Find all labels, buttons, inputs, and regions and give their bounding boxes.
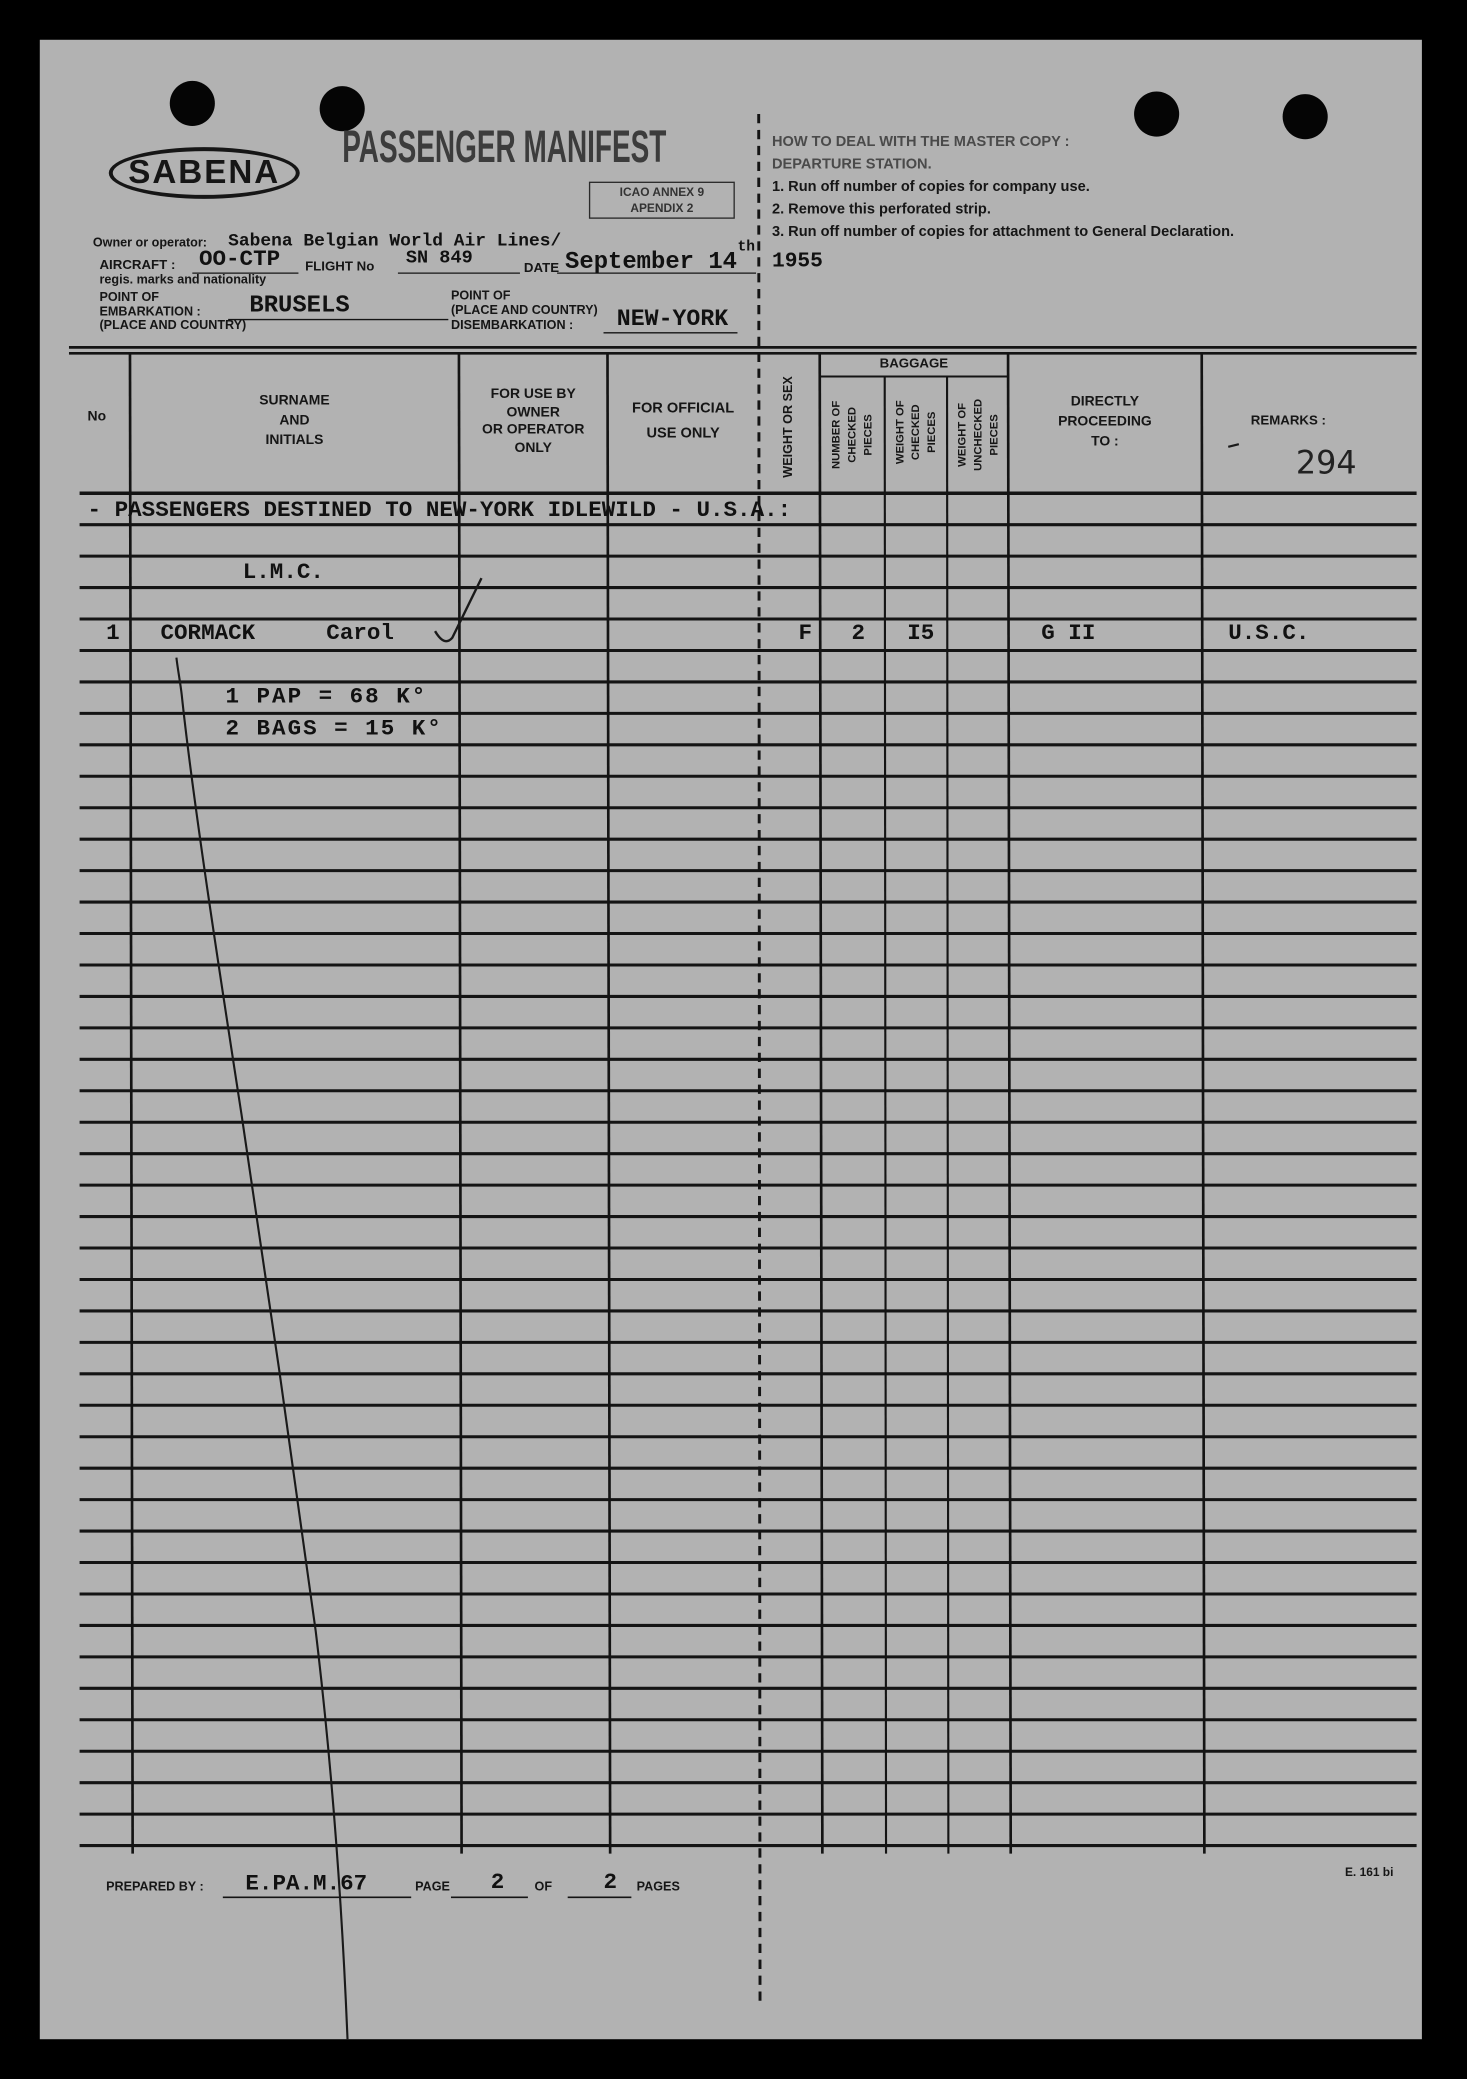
column-header-baggage: BAGGAGE (879, 356, 949, 372)
column-header-unchecked-weight (954, 382, 1002, 488)
column-header-line: CHECKED (844, 407, 859, 463)
embarkation-value: BRUSELS (249, 293, 350, 320)
column-divider (947, 377, 948, 1854)
date-suffix: th (737, 239, 755, 256)
column-header-line: FOR OFFICIAL (632, 399, 735, 416)
column-header-line: UNCHECKED (970, 398, 985, 471)
instruction-heading: HOW TO DEAL WITH THE MASTER COPY : (771, 133, 1070, 150)
passenger-checked-weight: I5 (907, 621, 935, 647)
passenger-proceeding-to: G II (1041, 621, 1096, 647)
column-header-no: No (87, 408, 107, 425)
embarkation-label: POINT OF (99, 290, 160, 305)
column-header-checked-pieces (828, 382, 876, 488)
column-divider (607, 354, 610, 1854)
passenger-remarks: U.S.C. (1228, 621, 1310, 647)
of-value: 2 (603, 1870, 618, 1897)
passenger-surname: CORMACK (160, 621, 256, 647)
of-label: OF (534, 1880, 553, 1895)
section-heading: - PASSENGERS DESTINED TO NEW-YORK IDLEWILD - U.S.A.: (87, 497, 792, 524)
aircraft-value: OO-CTP (198, 247, 281, 274)
column-header-owner-use (459, 386, 608, 459)
prepared-by-value: E.PA.M.67 (245, 1872, 368, 1898)
punch-hole (1134, 91, 1179, 136)
embarkation-label: (PLACE AND COUNTRY) (99, 318, 247, 333)
aircraft-sublabel: regis. marks and nationality (99, 273, 267, 288)
column-header-line: OR OPERATOR (482, 422, 585, 439)
column-divider (459, 354, 462, 1854)
column-header-line: ONLY (514, 440, 552, 457)
column-divider (1008, 354, 1011, 1854)
column-header-line: AND (279, 411, 310, 428)
column-header-line: SURNAME (259, 391, 330, 408)
column-header-line: TO : (1091, 432, 1119, 449)
owner-value: Sabena Belgian World Air Lines/ (228, 232, 562, 252)
handwritten-stroke (176, 658, 347, 2040)
form-code: E. 161 bi (1344, 1865, 1394, 1879)
instruction-line: 2. Remove this perforated strip. (771, 200, 991, 217)
column-divider (1202, 354, 1205, 1854)
column-header-line: DIRECTLY (1070, 393, 1140, 410)
page-label: PAGE (415, 1880, 450, 1895)
date-value: September 14 (565, 249, 737, 276)
column-header-line: PROCEEDING (1058, 413, 1152, 429)
punch-hole (1283, 94, 1328, 139)
column-header-line: PIECES (924, 411, 938, 453)
year-value: 1955 (771, 249, 823, 274)
column-header-line: NUMBER OF (829, 400, 843, 470)
icao-annex-line: ICAO ANNEX 9 (619, 185, 705, 199)
sabena-logo: SABENA (109, 147, 300, 199)
flight-value: SN 849 (405, 247, 473, 270)
group-code: L.M.C. (242, 560, 324, 586)
column-header-line: INITIALS (265, 431, 324, 448)
passenger-weight-or-sex: F (798, 621, 813, 647)
instruction-line: 3. Run off number of copies for attachment to General Declaration. (771, 223, 1235, 240)
disembarkation-label: (PLACE AND COUNTRY) (450, 303, 598, 319)
column-header-weight-or-sex: WEIGHT OR SEX (781, 376, 796, 478)
column-header-line: CHECKED (908, 404, 922, 461)
baggage-note: 1 PAP = 68 K° (225, 684, 428, 711)
column-header-line: USE ONLY (646, 424, 720, 441)
icao-annex-box (589, 182, 735, 219)
disembarkation-label: DISEMBARKATION : (450, 318, 574, 333)
disembarkation-label: POINT OF (450, 289, 511, 304)
document-title: PASSENGER MANIFEST (342, 121, 667, 173)
column-header-official-use (607, 396, 758, 446)
column-header-line: PIECES (986, 414, 1001, 456)
pen-dash-mark (1228, 444, 1239, 447)
column-header-line: OWNER (506, 404, 560, 420)
column-header-line: PIECES (860, 414, 875, 456)
column-header-proceeding (1008, 392, 1202, 452)
aircraft-label: AIRCRAFT : (99, 258, 176, 274)
column-header-line: WEIGHT OF (955, 402, 969, 467)
passenger-initials: Carol (326, 621, 394, 647)
owner-label: Owner or operator: (92, 236, 207, 251)
passenger-checked-pieces: 2 (851, 621, 866, 647)
disembarkation-value: NEW-YORK (616, 306, 729, 333)
instruction-line: 1. Run off number of copies for company use. (771, 178, 1090, 195)
column-header-line: FOR USE BY (490, 385, 576, 402)
date-label: DATE (523, 261, 560, 276)
column-divider (820, 354, 823, 1854)
passenger-no: 1 (106, 621, 120, 647)
column-header-line: WEIGHT OF (892, 400, 906, 465)
icao-appendix-line: APENDIX 2 (630, 201, 694, 215)
column-header-checked-weight (891, 379, 939, 485)
column-header-remarks: REMARKS : (1250, 413, 1326, 429)
handwritten-number: 294 (1295, 444, 1357, 482)
prepared-by-label: PREPARED BY : (106, 1880, 204, 1895)
baggage-note: 2 BAGS = 15 K° (225, 716, 443, 742)
page-value: 2 (490, 1870, 505, 1897)
punch-hole (170, 81, 215, 126)
column-divider (885, 377, 886, 1854)
pages-label: PAGES (636, 1880, 680, 1895)
embarkation-label: EMBARKATION : (99, 304, 201, 320)
flight-label: FLIGHT No (305, 259, 375, 275)
instruction-line: DEPARTURE STATION. (771, 155, 932, 172)
column-header-surname (130, 390, 459, 450)
column-divider (130, 354, 133, 1854)
